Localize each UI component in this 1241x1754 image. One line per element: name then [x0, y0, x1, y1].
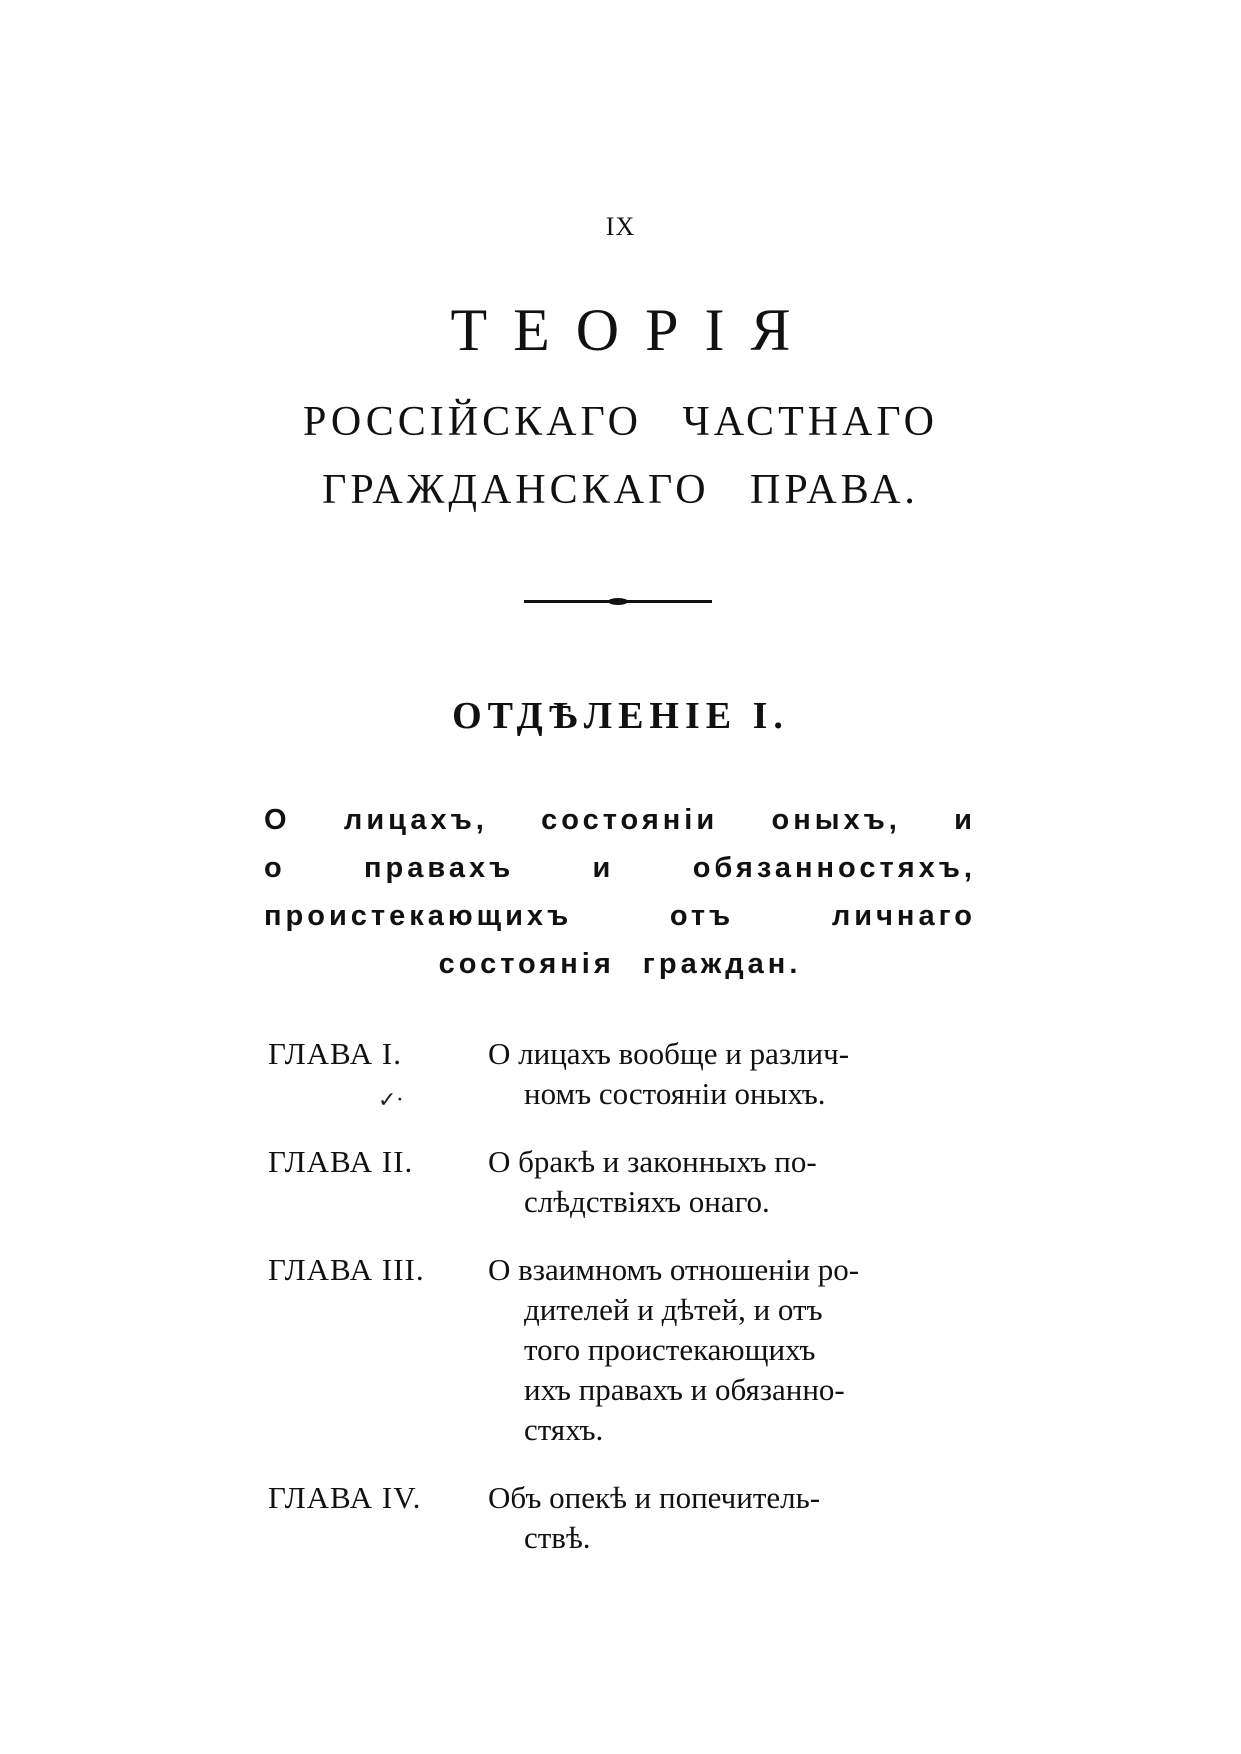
word: и: [954, 804, 976, 836]
chapter-entry: [268, 1142, 976, 1222]
word: проистекающихъ: [264, 900, 573, 932]
chapter-title: [488, 1034, 976, 1114]
chapter-title-line: номъ состояніи оныхъ.: [524, 1076, 826, 1111]
chapter-list: [268, 1034, 976, 1586]
word: обязанностяхъ,: [692, 852, 976, 884]
section-description-line: [264, 892, 976, 940]
title-line-2: ГРАЖДАНСКАГО ПРАВА.: [322, 467, 919, 513]
word: граждан.: [642, 948, 802, 980]
chapter-entry: [268, 1034, 976, 1114]
chapter-label: ГЛАВА IV.: [268, 1480, 422, 1515]
chapter-label: ГЛАВА II.: [268, 1144, 414, 1179]
decorative-rule: [524, 600, 712, 603]
word: и: [592, 852, 615, 884]
chapter-title-line: О лицахъ вообще и различ-: [488, 1036, 850, 1071]
word: состоянiя: [438, 948, 615, 980]
chapter-title-line: слѣдствіяхъ онаго.: [524, 1184, 770, 1219]
word: О: [264, 804, 291, 836]
word: о: [264, 852, 286, 884]
section-description-line: [264, 844, 976, 892]
title-line-1: РОССІЙСКАГО ЧАСТНАГО: [303, 399, 938, 445]
chapter-title: [488, 1250, 976, 1450]
chapter-title-line: О бракѣ и законныхъ по-: [488, 1144, 817, 1179]
chapter-title-line: ствѣ.: [524, 1520, 591, 1555]
section-description-line: [264, 940, 976, 988]
chapter-entry: [268, 1250, 976, 1450]
chapter-title-line: дителей и дѣтей, и отъ: [524, 1292, 823, 1327]
section-description-line: [264, 796, 976, 844]
word: личнаго: [831, 900, 976, 932]
chapter-title-line: того проистекающихъ: [524, 1332, 816, 1367]
word: оныхъ,: [771, 804, 901, 836]
word: отъ: [669, 900, 735, 932]
chapter-title-line: стяхъ.: [524, 1412, 604, 1447]
chapter-label: ГЛАВА I.: [268, 1036, 402, 1071]
section-heading: ОТДѢЛЕНІЕ I.: [452, 695, 789, 737]
section-description: [264, 796, 976, 988]
title-main: ТЕОРІЯ: [450, 297, 817, 363]
margin-check-mark: ✓·: [378, 1088, 404, 1113]
chapter-title: [488, 1478, 976, 1558]
chapter-title-line: Объ опекѣ и попечитель-: [488, 1480, 821, 1515]
chapter-title: [488, 1142, 976, 1222]
word: лицахъ,: [343, 804, 488, 836]
page-number: IX: [605, 212, 636, 241]
word: состоянiи: [541, 804, 719, 836]
word: правахъ: [364, 852, 515, 884]
chapter-title-line: О взаимномъ отношеніи ро-: [488, 1252, 860, 1287]
chapter-label: ГЛАВА III.: [268, 1252, 425, 1287]
chapter-entry: [268, 1478, 976, 1558]
chapter-title-line: ихъ правахъ и обязанно-: [524, 1372, 845, 1407]
